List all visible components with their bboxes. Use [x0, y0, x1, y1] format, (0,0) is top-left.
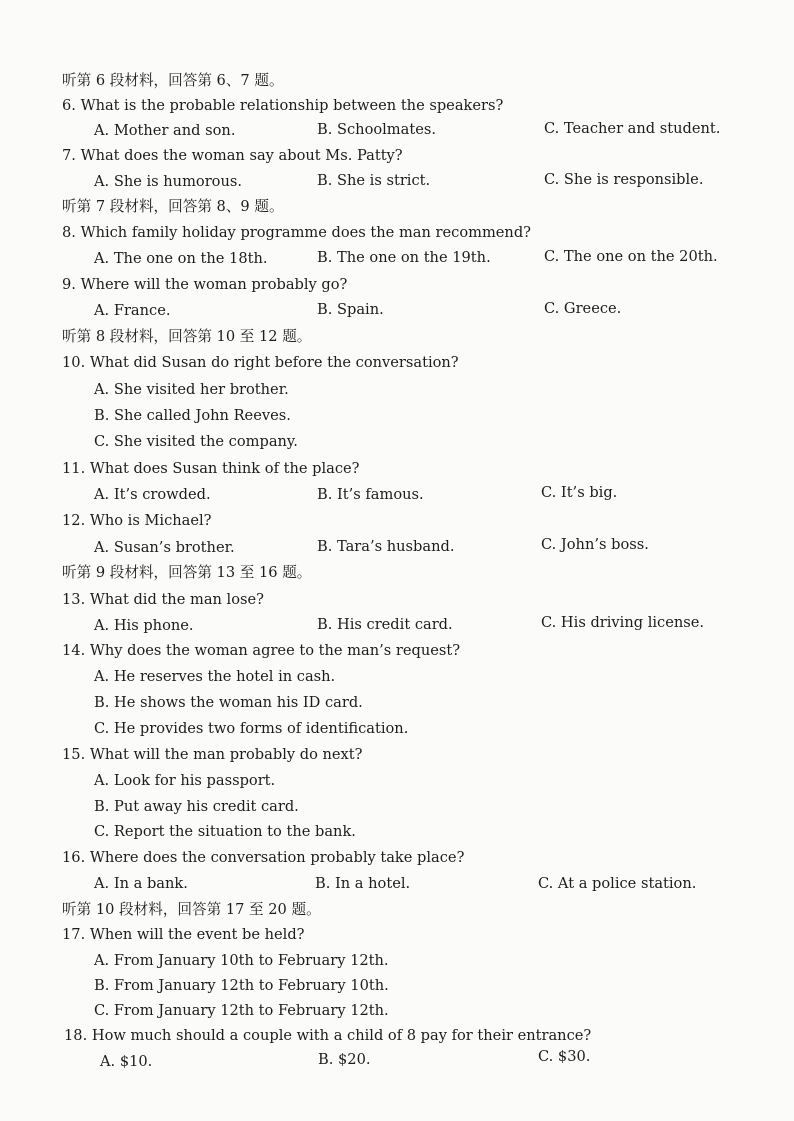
- question-9: 9. Where will the woman probably go?: [62, 276, 348, 293]
- q12-option-b: B. Tara’s husband.: [317, 538, 455, 555]
- q11-option-c: C. It’s big.: [541, 484, 618, 501]
- section-heading: 听第 10 段材料，回答第 17 至 20 题。: [62, 901, 321, 918]
- q15-option-a: A. Look for his passport.: [94, 772, 276, 789]
- q16-option-b: B. In a hotel.: [315, 875, 411, 892]
- q10-option-c: C. She visited the company.: [94, 433, 298, 450]
- q14-option-c: C. He provides two forms of identification.: [94, 720, 409, 737]
- question-17: 17. When will the event be held?: [62, 926, 305, 943]
- q13-option-c: C. His driving license.: [541, 614, 705, 631]
- section-heading: 听第 6 段材料，回答第 6、7 题。: [62, 72, 284, 89]
- q12-option-c: C. John’s boss.: [541, 536, 649, 553]
- q7-option-c: C. She is responsible.: [544, 171, 704, 188]
- question-14: 14. Why does the woman agree to the man’s request?: [62, 642, 461, 659]
- q18-option-b: B. $20.: [318, 1051, 371, 1068]
- question-15: 15. What will the man probably do next?: [62, 746, 363, 763]
- q14-option-a: A. He reserves the hotel in cash.: [94, 668, 336, 685]
- question-6: 6. What is the probable relationship between the speakers?: [62, 97, 504, 114]
- question-18: 18. How much should a couple with a child of 8 pay for their entrance?: [64, 1027, 592, 1044]
- q8-option-c: C. The one on the 20th.: [544, 248, 718, 265]
- q7-option-b: B. She is strict.: [317, 172, 431, 189]
- q12-option-a: A. Susan’s brother.: [94, 539, 235, 556]
- q15-option-c: C. Report the situation to the bank.: [94, 823, 356, 840]
- section-heading: 听第 7 段材料，回答第 8、9 题。: [62, 198, 284, 215]
- q9-option-a: A. France.: [94, 302, 171, 319]
- q8-option-b: B. The one on the 19th.: [317, 249, 491, 266]
- q6-option-c: C. Teacher and student.: [544, 120, 721, 137]
- q18-option-a: A. $10.: [100, 1053, 153, 1070]
- q14-option-b: B. He shows the woman his ID card.: [94, 694, 363, 711]
- question-8: 8. Which family holiday programme does the man recommend?: [62, 224, 531, 241]
- q17-option-c: C. From January 12th to February 12th.: [94, 1002, 389, 1019]
- section-heading: 听第 9 段材料，回答第 13 至 16 题。: [62, 564, 312, 581]
- q10-option-a: A. She visited her brother.: [94, 381, 289, 398]
- q6-option-b: B. Schoolmates.: [317, 121, 436, 138]
- q16-option-a: A. In a bank.: [94, 875, 188, 892]
- question-7: 7. What does the woman say about Ms. Patty?: [62, 147, 403, 164]
- q7-option-a: A. She is humorous.: [94, 173, 242, 190]
- q11-option-b: B. It’s famous.: [317, 486, 424, 503]
- q10-option-b: B. She called John Reeves.: [94, 407, 291, 424]
- question-13: 13. What did the man lose?: [62, 591, 264, 608]
- q13-option-b: B. His credit card.: [317, 616, 453, 633]
- q16-option-c: C. At a police station.: [538, 875, 697, 892]
- q18-option-c: C. $30.: [538, 1048, 591, 1065]
- q9-option-c: C. Greece.: [544, 300, 622, 317]
- q17-option-b: B. From January 12th to February 10th.: [94, 977, 389, 994]
- q9-option-b: B. Spain.: [317, 301, 384, 318]
- q8-option-a: A. The one on the 18th.: [94, 250, 268, 267]
- q13-option-a: A. His phone.: [94, 617, 194, 634]
- question-11: 11. What does Susan think of the place?: [62, 460, 360, 477]
- question-16: 16. Where does the conversation probably take place?: [62, 849, 465, 866]
- section-heading: 听第 8 段材料，回答第 10 至 12 题。: [62, 328, 312, 345]
- q6-option-a: A. Mother and son.: [94, 122, 236, 139]
- q11-option-a: A. It’s crowded.: [94, 486, 211, 503]
- question-12: 12. Who is Michael?: [62, 512, 212, 529]
- q15-option-b: B. Put away his credit card.: [94, 798, 299, 815]
- q17-option-a: A. From January 10th to February 12th.: [94, 952, 389, 969]
- question-10: 10. What did Susan do right before the conversation?: [62, 354, 459, 371]
